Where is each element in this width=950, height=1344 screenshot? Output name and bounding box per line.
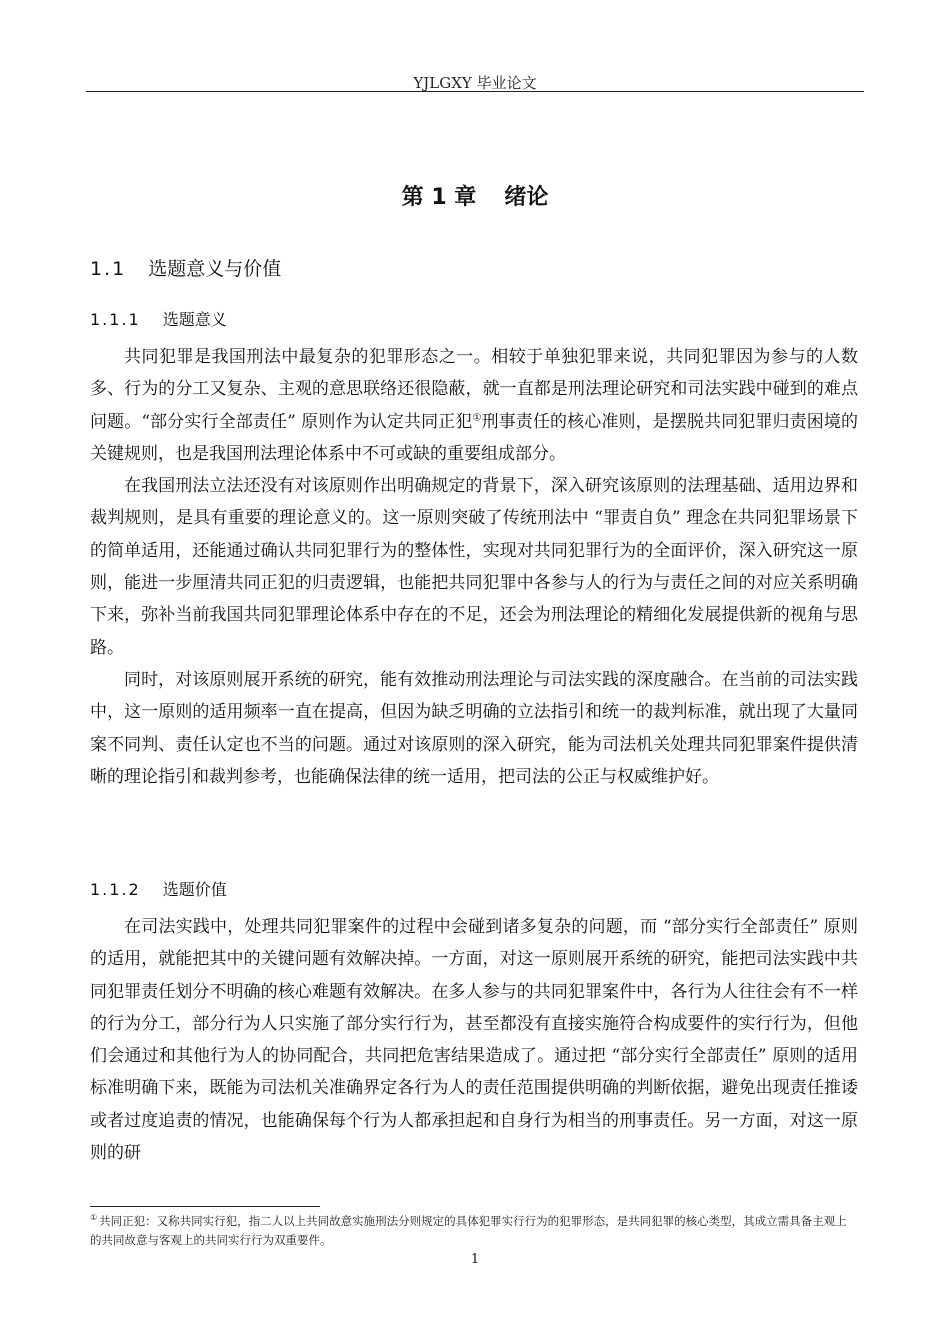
subsection-body-1-1-2: [90, 911, 858, 1169]
section-number: 1.1: [90, 258, 127, 280]
subsection-body-1-1-1: [90, 341, 858, 793]
body-paragraph: 在司法实践中，处理共同犯罪案件的过程中会碰到诸多复杂的问题，而 “部分实行全部责任” 原则的适用，就能把其中的关键问题有效解决掉。一方面，对这一原则展开系统的研究，能把司法实践中共同犯罪责任划分不明确的核心难题有效解决。在多人参与的共同犯罪案件中，各行为人往往会有不一样的行为分工，部分行为人只实施了部分实行行为，甚至都没有直接实施符合构成要件的实行行为，但他们会通过和其他行为人的协同配合，共同把危害结果造成了。通过把 “部分实行全部责任” 原则的适用标准明确下来，既能为司法机关准确界定各行为人的责任范围提供明确的判断依据，避免出现责任推诿或者过度追责的情况，也能确保每个行为人都承担起和自身行为相当的刑事责任。另一方面，对这一原则的研: [90, 917, 858, 1164]
section-title: 选题意义与价值: [148, 258, 282, 280]
body-paragraph: 共同犯罪是我国刑法中最复杂的犯罪形态之一。相较于单独犯罪来说，共同犯罪因为参与的人数多、行为的分工又复杂、主观的意思联络还很隐蔽，就一直都是刑法理论研究和司法实践中碰到的难点问题。“部分实行全部责任” 原则作为认定共同正犯①刑事责任的核心准则，是摆脱共同犯罪归责困境的关键规则，也是我国刑法理论体系中不可或缺的重要组成部分。: [90, 347, 859, 464]
subsection-title: 选题意义: [162, 310, 227, 329]
page-number: 1: [470, 1252, 480, 1267]
subsection-title: 选题价值: [162, 880, 227, 899]
section-heading-1-1: [90, 254, 281, 281]
footnote-divider: [90, 1206, 320, 1207]
running-header: YJLGXY 毕业论文: [413, 74, 537, 92]
header-divider: [86, 91, 864, 92]
subsection-number: 1.1.1: [90, 310, 141, 329]
chapter-number: 第 1 章: [401, 185, 477, 210]
footnote-reference[interactable]: ①: [472, 411, 482, 423]
body-paragraph: 同时，对该原则展开系统的研究，能有效推动刑法理论与司法实践的深度融合。在当前的司法实践中，这一原则的适用频率一直在提高，但因为缺乏明确的立法指引和统一的裁判标准，就出现了大量同案不同判、责任认定也不当的问题。通过对该原则的深入研究，能为司法机关处理共同犯罪案件提供清晰的理论指引和裁判参考，也能确保法律的统一适用，把司法的公正与权威维护好。: [90, 669, 858, 787]
footnote-text: 共同正犯：又称共同实行犯，指二人以上共同故意实施刑法分则规定的具体犯罪实行行为的犯罪形态，是共同犯罪的核心类型，其成立需具备主观上的共同故意与客观上的共同实行行为双重要件。: [90, 1214, 847, 1247]
subsection-heading-1-1-2: [90, 877, 227, 900]
chapter-heading: [0, 180, 950, 211]
footnote: [90, 1212, 856, 1250]
body-paragraph: 在我国刑法立法还没有对该原则作出明确规定的背景下，深入研究该原则的法理基础、适用边界和裁判规则，是具有重要的理论意义的。这一原则突破了传统刑法中 “罪责自负” 理念在共同犯罪场景下的简单适用，还能通过确认共同犯罪行为的整体性，实现对共同犯罪行为的全面评价，深入研究这一原则，能进一步厘清共同正犯的归责逻辑，也能把共同犯罪中各参与人的行为与责任之间的对应关系明确下来，弥补当前我国共同犯罪理论体系中存在的不足，还会为刑法理论的精细化发展提供新的视角与思路。: [90, 476, 858, 658]
subsection-heading-1-1-1: [90, 307, 227, 330]
chapter-title-text: 绪论: [504, 185, 549, 210]
footnote-mark: ①: [90, 1213, 98, 1223]
subsection-number: 1.1.2: [90, 880, 141, 899]
